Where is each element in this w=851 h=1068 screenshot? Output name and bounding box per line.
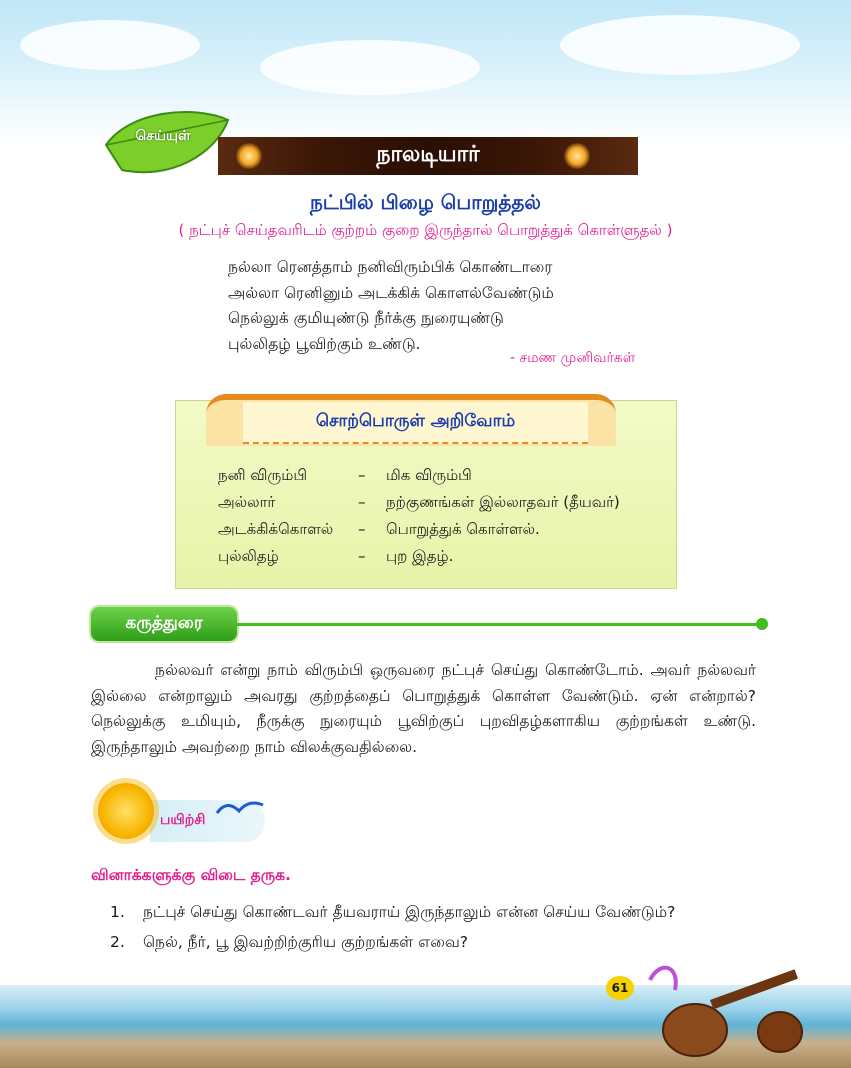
- section-tag: கருத்துரை: [91, 607, 237, 641]
- section-divider-dot: [756, 618, 768, 630]
- verse-line: நெல்லுக் குமியுண்டு நீர்க்கு நுரையுண்டு: [228, 309, 504, 327]
- banner-title: நாலடியார்: [376, 142, 480, 167]
- cloud: [560, 15, 800, 75]
- poem-subnote: ( நட்புச் செய்தவரிடம் குற்றம் குறை இருந்தால் பொறுத்துக் கொள்ளுதல் ): [178, 221, 673, 239]
- question-text: நெல், நீர், பூ இவற்றிற்குரிய குற்றங்கள் எவை?: [142, 933, 468, 951]
- page-number: 61: [606, 976, 634, 1000]
- verse-line: அல்லா ரெனினும் அடக்கிக் கொளல்வேண்டும்: [228, 283, 554, 302]
- meaning-paragraph: [91, 658, 756, 760]
- poem-subtitle: நட்பில் பிழை பொறுத்தல்: [309, 190, 542, 214]
- glossary-dash: –: [358, 493, 366, 511]
- glossary-definition: புற இதழ்.: [386, 547, 454, 565]
- verse-line: நல்லா ரெனத்தாம் நனிவிரும்பிக் கொண்டாரை: [228, 258, 553, 276]
- section-divider: [237, 623, 761, 626]
- glossary-term: அடக்கிக்கொளல்: [218, 520, 334, 538]
- verse-block: [228, 255, 554, 357]
- question-number: 1.: [110, 903, 125, 921]
- glossary-definition: மிக விரும்பி: [386, 466, 472, 484]
- veena-icon: [640, 960, 810, 1060]
- glossary-definition: பொறுத்துக் கொள்ளல்.: [386, 520, 540, 538]
- cloud: [260, 40, 480, 95]
- cloud: [20, 20, 200, 70]
- glossary-dash: –: [358, 520, 366, 538]
- glossary-dash: –: [358, 547, 366, 565]
- glossary-dash: –: [358, 466, 366, 484]
- question-text: நட்புச் செய்து கொண்டவர் தீயவராய் இருந்தாலும் என்ன செய்ய வேண்டும்?: [142, 903, 676, 921]
- glossary-definition: நற்குணங்கள் இல்லாதவர் (தீயவர்): [386, 493, 620, 511]
- glossary-title: சொற்பொருள் அறிவோம்: [243, 402, 588, 444]
- glossary-term: புல்லிதழ்: [218, 547, 279, 565]
- leaf-tag-label: செய்யுள்: [135, 128, 191, 144]
- questions-list: [110, 897, 675, 957]
- verse-line: புல்லிதழ் பூவிற்கும் உண்டு.: [228, 334, 421, 353]
- question-item: [110, 897, 675, 927]
- author: - சமண முனிவர்கள்: [510, 350, 636, 366]
- meaning-text: நல்லவர் என்று நாம் விரும்பி ஒருவரை நட்புச் செய்து கொண்டோம். அவர் நல்லவர் இல்லை என்றாலும் அவரது குற்றத்தைப் பொறுத்துக் கொள்ள வேண்டும். ஏன் என்றால்? நெல்லுக்கு உமியும், நீருக்கு நுரையும் பூவிற்குப் புறவிதழ்களாகிய குற்றங்கள் உண்டு. இருந்தாலும் அவற்றை நாம் விலக்குவதில்லை.: [91, 661, 756, 756]
- glossary-term: நனி விரும்பி: [218, 466, 308, 484]
- sun-icon: [98, 783, 154, 839]
- glossary-term: அல்லார்: [218, 493, 276, 511]
- title-banner: [218, 137, 638, 175]
- question-number: 2.: [110, 933, 125, 951]
- bird-icon: [215, 795, 265, 825]
- lamp-icon: [564, 143, 590, 169]
- practice-label: பயிற்சி: [160, 812, 206, 828]
- lamp-icon: [236, 143, 262, 169]
- question-item: [110, 927, 675, 957]
- questions-heading: வினாக்களுக்கு விடை தருக.: [91, 866, 291, 884]
